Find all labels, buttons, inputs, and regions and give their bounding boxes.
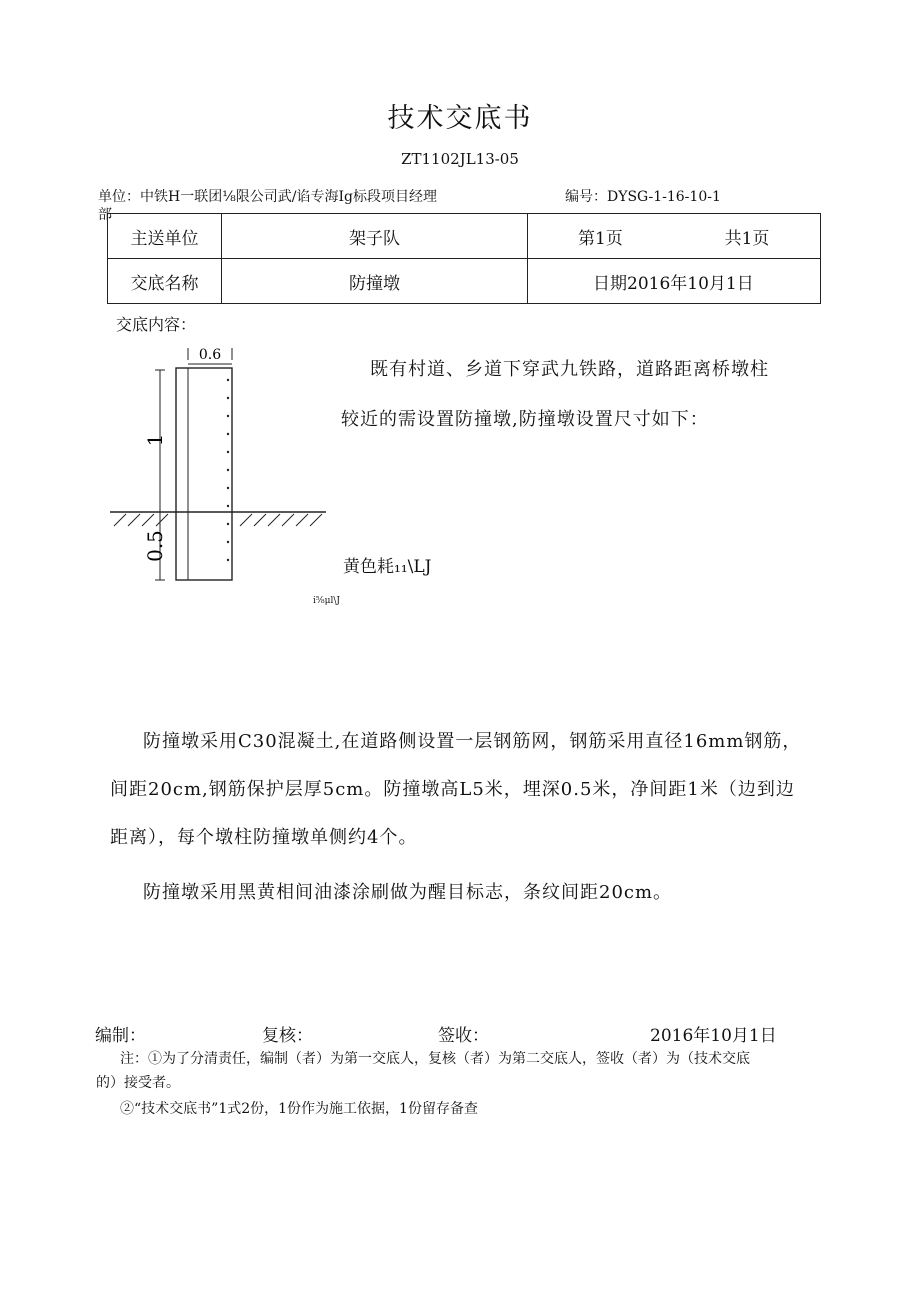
subject-value: 防撞墩 [222, 259, 528, 304]
body-paragraph-1-line-3: 距离），每个墩柱防撞墩单侧约4个。 [110, 827, 418, 848]
recipient-value: 架子队 [222, 214, 528, 259]
document-code: 编号：DYSG-1-16-10-1 [565, 189, 721, 205]
header-row-subject [108, 259, 821, 304]
prepared-by-label: 编制： [95, 1026, 146, 1046]
document-date: 日期2016年10月1日 [528, 259, 821, 304]
received-by-label: 签收： [438, 1026, 489, 1046]
unit-label: 单位：中铁H一联团⅛限公司武/谄专海Ig标段项目经理 [98, 189, 437, 205]
header-row-recipient [108, 214, 821, 259]
intro-line-2: 较近的需设置防撞墩,防撞墩设置尺寸如下： [341, 409, 709, 430]
subject-label: 交底名称 [108, 259, 222, 304]
recipient-label: 主送单位 [108, 214, 222, 259]
signature-date: 2016年10月1日 [650, 1026, 777, 1046]
body-paragraph-1-line-1: 防撞墩采用C30混凝土,在道路侧设置一层钢筋网，钢筋采用直径16mm钢筋， [143, 731, 802, 752]
header-table [107, 213, 821, 304]
document-number: ZT1102JL13-05 [401, 150, 519, 168]
diagram-small-label: i⅝μl\J [313, 596, 340, 606]
body-paragraph-1-line-2: 间距20cm,钢筋保护层厚5cm。防撞墩高L5米，埋深0.5米，净间距1米（边到边 [110, 779, 795, 800]
reviewed-by-label: 复核： [262, 1026, 313, 1046]
note-line-1: 注：①为了分清责任，编制（者）为第一交底人，复核（者）为第二交底人，签收（者）为（技术交底 [120, 1051, 750, 1067]
bollard-diagram [100, 340, 340, 610]
note-line-3: ②“技术交底书”1式2份，1份作为施工依据，1份留存备查 [120, 1101, 478, 1117]
document-title: 技术交底书 [387, 103, 533, 134]
yellow-stripe-label: 黄色耗₁₁\LJ [343, 557, 432, 577]
page-total: 共1页 [721, 214, 821, 259]
intro-line-1: 既有村道、乡道下穿武九铁路，道路距离桥墩柱 [370, 359, 769, 380]
unit-label-wrap: 部 [98, 207, 112, 223]
content-label: 交底内容： [116, 315, 197, 334]
above-ground-dimension: 1 [143, 433, 167, 447]
body-paragraph-2: 防撞墩采用黑黄相间油漆涂刷做为醒目标志，条纹间距20cm。 [143, 882, 673, 903]
rebar-dots [227, 379, 229, 561]
embedded-depth-dimension: 0.5 [143, 530, 167, 562]
width-dimension: 0.6 [198, 347, 222, 363]
page-number: 第1页 [528, 214, 721, 259]
note-line-2: 的）接受者。 [96, 1075, 180, 1091]
